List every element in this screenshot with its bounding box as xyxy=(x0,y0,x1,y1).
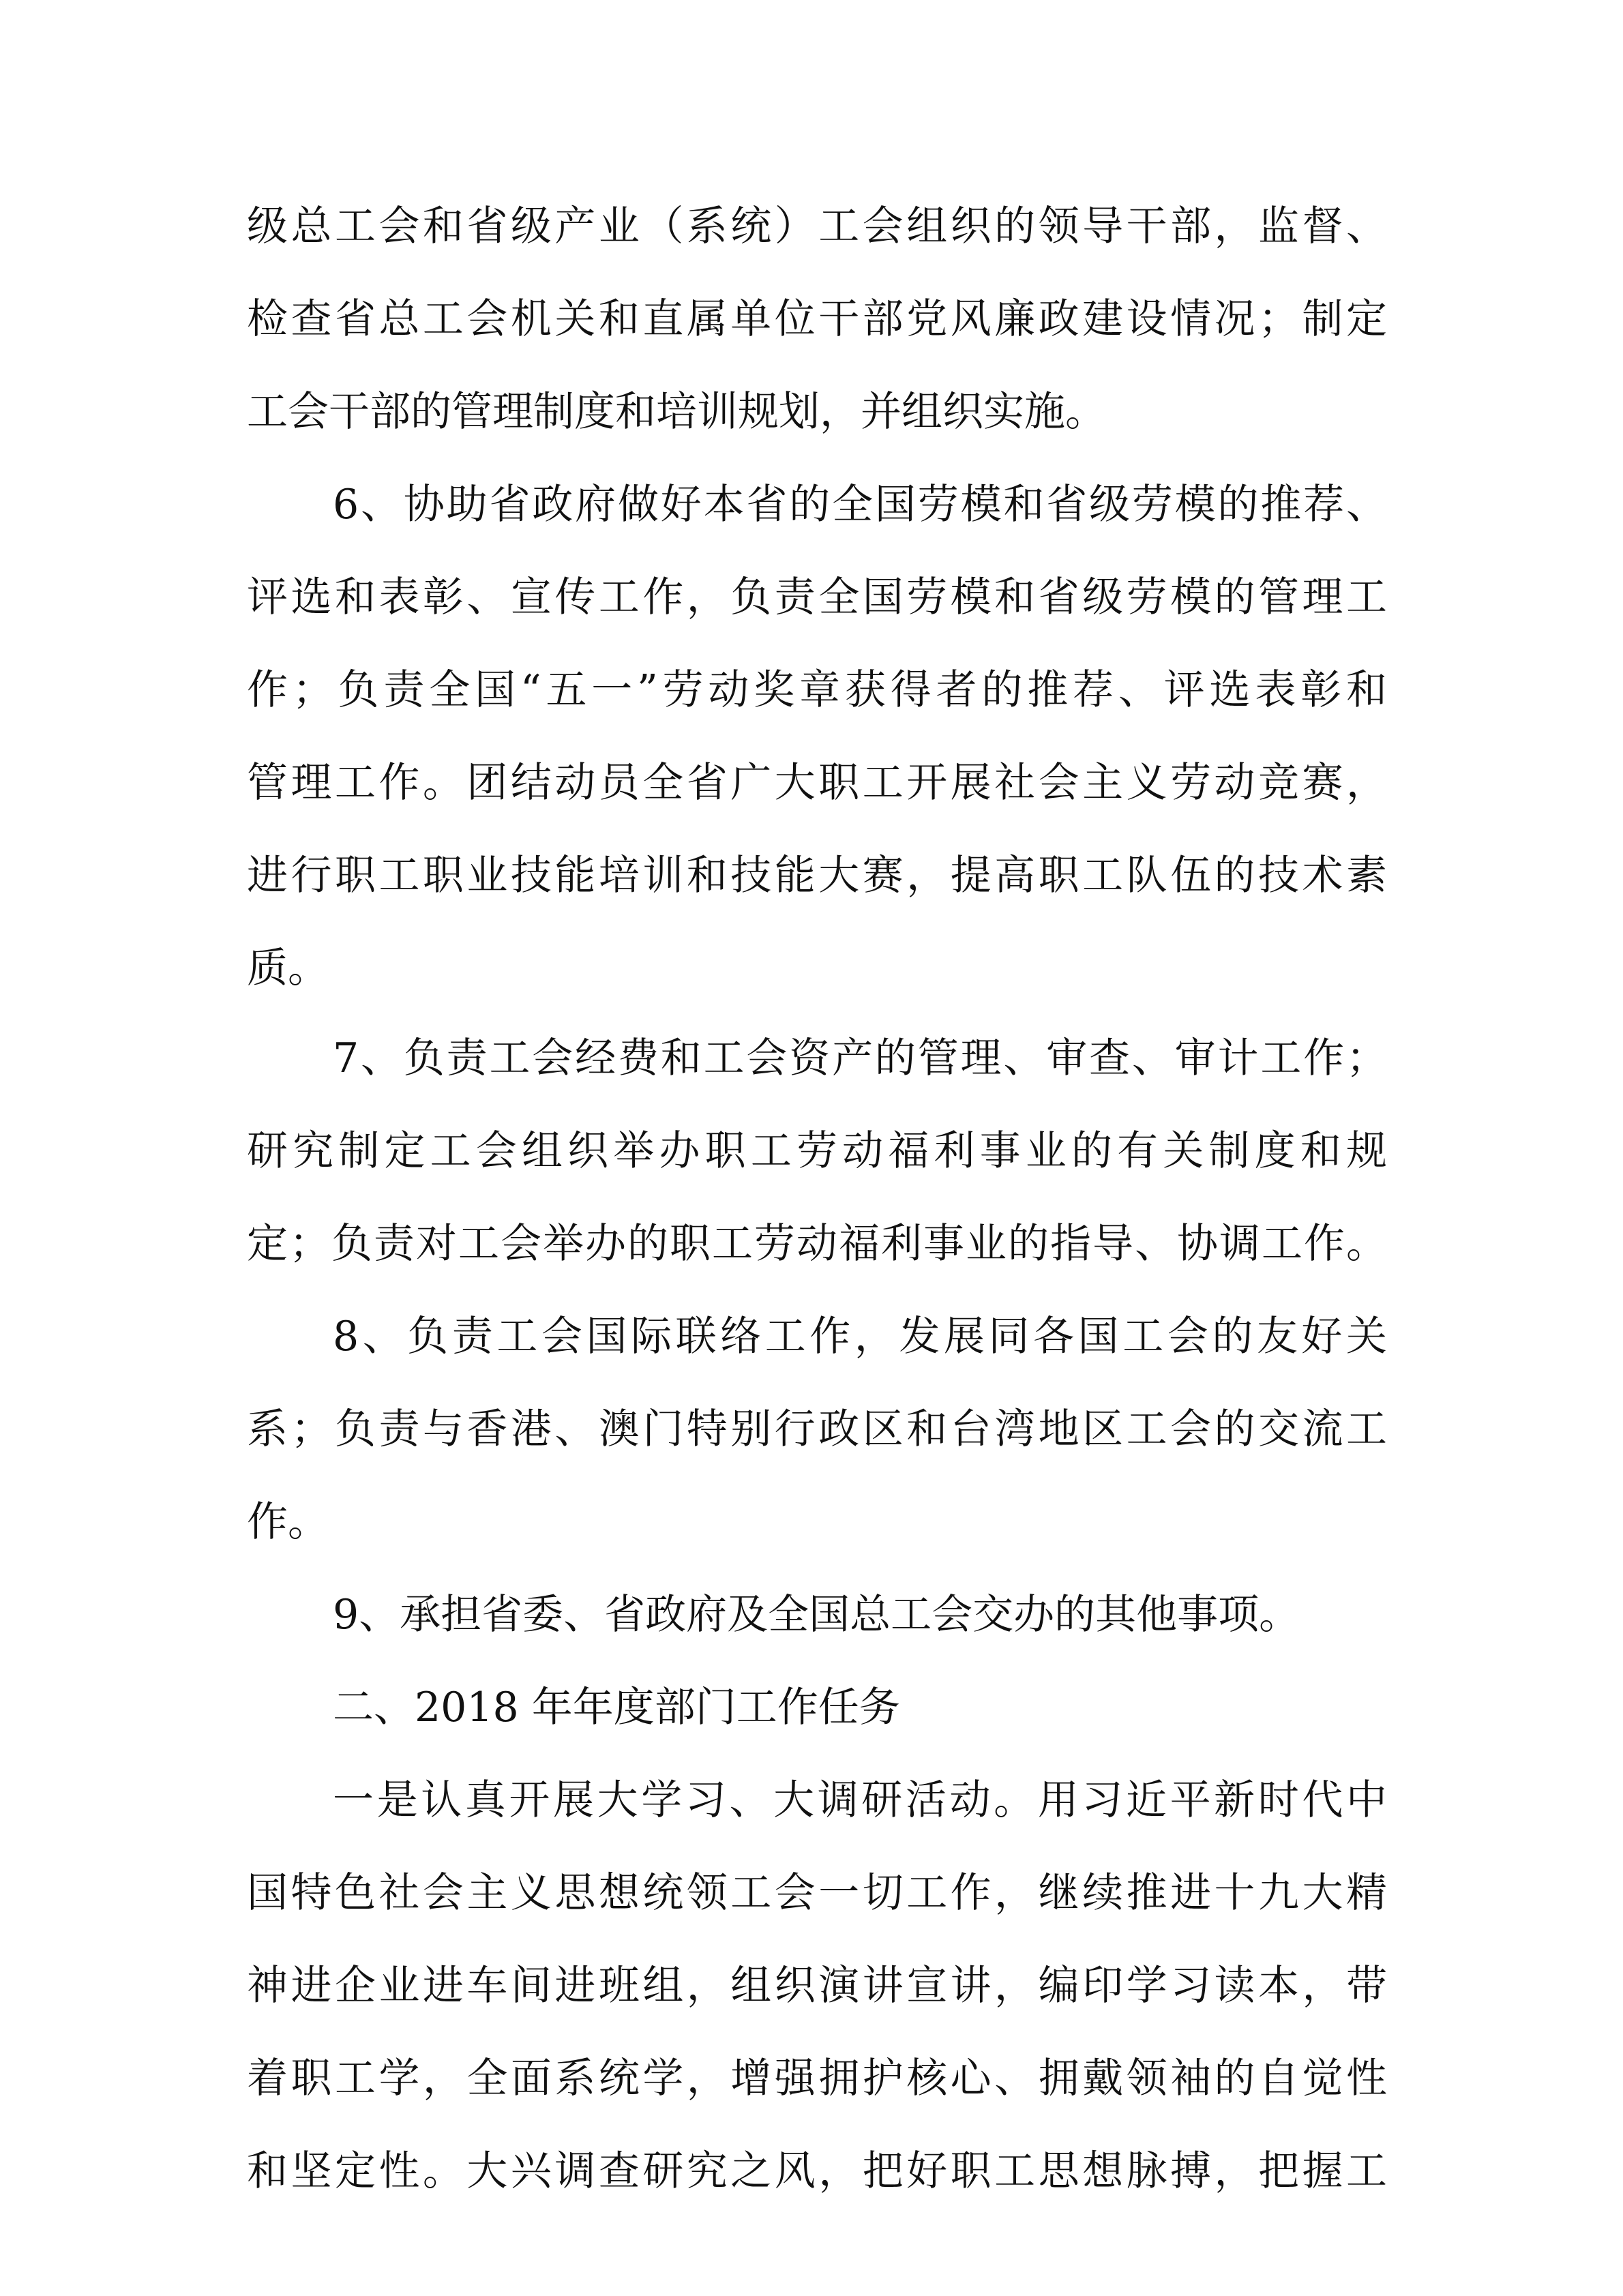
text-line: 作；负责全国“五一”劳动奖章获得者的推荐、评选表彰和 xyxy=(247,666,1387,714)
text-line: 神进企业进车间进班组，组织演讲宣讲，编印学习读本，带 xyxy=(247,1962,1387,2010)
text-line: 研究制定工会组织举办职工劳动福利事业的有关制度和规 xyxy=(247,1127,1387,1175)
text-line: 级总工会和省级产业（系统）工会组织的领导干部，监督、 xyxy=(247,203,1387,250)
section-heading: 二、2018 年年度部门工作任务 xyxy=(333,1684,900,1731)
text-line: 管理工作。团结动员全省广大职工开展社会主义劳动竞赛， xyxy=(247,759,1387,807)
text-line: 7、负责工会经费和工会资产的管理、审查、审计工作； xyxy=(333,1034,1387,1082)
text-line: 着职工学，全面系统学，增强拥护核心、拥戴领袖的自觉性 xyxy=(247,2055,1387,2102)
text-line: 系；负责与香港、澳门特别行政区和台湾地区工会的交流工 xyxy=(247,1405,1387,1453)
text-line: 检查省总工会机关和直属单位干部党风廉政建设情况；制定 xyxy=(247,295,1387,343)
text-line: 定；负责对工会举办的职工劳动福利事业的指导、协调工作。 xyxy=(247,1220,1387,1268)
text-line: 8、负责工会国际联络工作，发展同各国工会的友好关 xyxy=(333,1313,1387,1360)
text-line: 进行职工职业技能培训和技能大赛，提高职工队伍的技术素 xyxy=(247,852,1387,899)
text-line: 作。 xyxy=(247,1498,329,1546)
text-line: 国特色社会主义思想统领工会一切工作，继续推进十九大精 xyxy=(247,1869,1387,1917)
text-line: 6、协助省政府做好本省的全国劳模和省级劳模的推荐、 xyxy=(333,481,1387,528)
text-line: 和坚定性。大兴调查研究之风，把好职工思想脉搏，把握工 xyxy=(247,2147,1387,2195)
text-line: 一是认真开展大学习、大调研活动。用习近平新时代中 xyxy=(333,1776,1387,1824)
text-line: 9、承担省委、省政府及全国总工会交办的其他事项。 xyxy=(333,1591,1300,1639)
text-line: 工会干部的管理制度和培训规划，并组织实施。 xyxy=(247,388,1106,436)
text-line: 质。 xyxy=(247,944,329,992)
text-line: 评选和表彰、宣传工作，负责全国劳模和省级劳模的管理工 xyxy=(247,573,1387,621)
